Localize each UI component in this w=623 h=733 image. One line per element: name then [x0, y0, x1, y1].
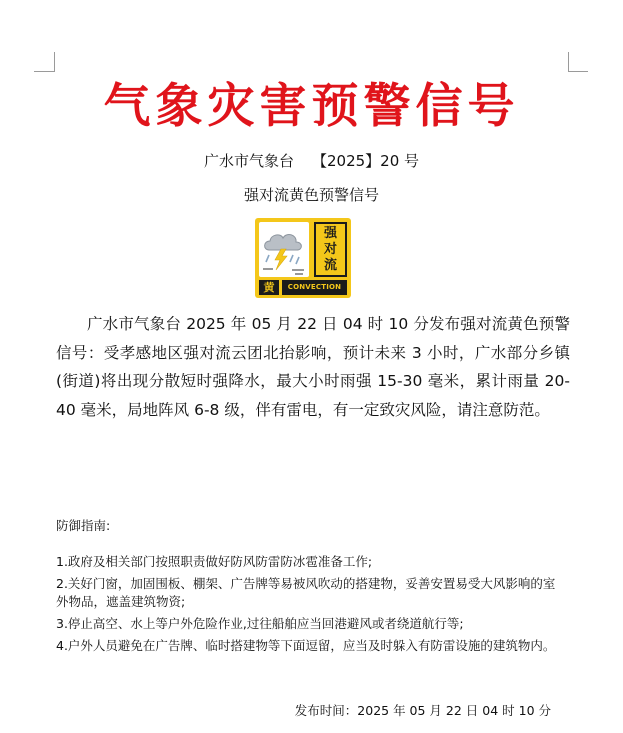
crop-mark	[568, 52, 569, 72]
crop-mark	[54, 52, 55, 72]
guide-title: 防御指南:	[56, 518, 111, 533]
storm-cloud-icon	[259, 222, 309, 277]
issue-time: 发布时间：2025 年 05 月 22 日 04 时 10 分	[294, 703, 551, 718]
warning-subtitle: 强对流黄色预警信号	[243, 186, 379, 204]
signal-english-label: CONVECTION	[282, 280, 347, 295]
crop-mark	[34, 71, 54, 72]
guide-item: 4.户外人员避免在广告牌、临时搭建物等下面逗留，应当及时躲入有防雷设施的建筑物内。	[56, 638, 556, 653]
guide-item: 2.关好门窗，加固围板、棚架、广告牌等易被风吹动的搭建物，妥善安置易受大风影响的室外物品，遮盖建筑物资;	[56, 576, 556, 609]
signal-char: 流	[323, 257, 337, 273]
warning-body: 广水市气象台 2025 年 05 月 22 日 04 时 10 分发布强对流黄色预警信号：受孝感地区强对流云团北抬影响，预计未来 3 小时，广水部分乡镇(街道)将出现分散短时强降水，最大小时雨强 15-30 毫米，累计雨量 20-40 毫米，局地阵风 6-8 级，伴有雷电，有一定致灾风险，请注意防范。	[56, 315, 570, 419]
issue-number: 【2025】20 号	[311, 152, 420, 170]
convection-warning-icon	[255, 218, 351, 298]
page-title: 气象灾害预警信号	[103, 79, 520, 134]
issuer-name: 广水市气象台	[203, 152, 294, 170]
guide-list	[56, 553, 561, 659]
issuer-line	[0, 150, 623, 172]
signal-char: 强	[323, 225, 337, 241]
crop-mark	[568, 71, 588, 72]
guide-item: 1.政府及相关部门按照职责做好防风防雷防冰雹准备工作;	[56, 554, 373, 569]
signal-level: 黄	[259, 280, 279, 295]
signal-char: 对	[323, 241, 337, 257]
signal-chars	[314, 222, 347, 277]
guide-item: 3.停止高空、水上等户外危险作业,过往船舶应当回港避风或者绕道航行等;	[56, 616, 464, 631]
